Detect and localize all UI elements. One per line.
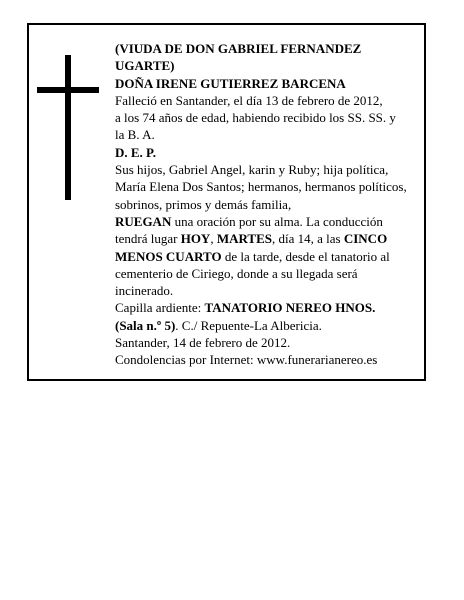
funeral-sep: ,	[210, 231, 217, 247]
funeral-text-a: tendrá lugar	[115, 231, 181, 247]
death-line-1: Falleció en Santander, el día 13 de febrero de 2012,	[115, 92, 383, 108]
chapel-line	[115, 299, 417, 316]
family-line-2: María Elena Dos Santos; hermanos, hermanos políticos,	[115, 179, 407, 195]
chapel-name: TANATORIO NEREO HNOS.	[204, 300, 376, 316]
rip-line: D. E. P.	[115, 144, 157, 160]
funeral-line-4: incinerado.	[115, 283, 174, 299]
funeral-line-3: cementerio de Ciriego, donde a su llegada será	[115, 265, 358, 281]
address-text: . C./ Repuente-La Albericia.	[175, 317, 322, 333]
funeral-line-1	[115, 230, 417, 247]
prayer-line	[115, 213, 417, 230]
chapel-label: Capilla ardiente:	[115, 300, 205, 316]
sala-number: (Sala n.º 5)	[115, 317, 176, 333]
deceased-name: DOÑA IRENE GUTIERREZ BARCENA	[115, 75, 346, 91]
cross-horizontal-bar	[37, 87, 99, 93]
notice-body	[115, 40, 417, 369]
funeral-hoy: HOY	[180, 231, 211, 247]
date-line: Santander, 14 de febrero de 2012.	[115, 335, 291, 351]
funeral-text-c: de la tarde, desde el tanatorio al	[221, 248, 390, 264]
obituary-notice	[27, 23, 426, 381]
death-line-2: a los 74 años de edad, habiendo recibido los SS. SS. y	[115, 110, 396, 126]
funeral-cinco: CINCO	[343, 231, 388, 247]
funeral-line-2	[115, 248, 417, 265]
widow-line-2: UGARTE)	[115, 58, 175, 74]
family-line-1: Sus hijos, Gabriel Angel, karin y Ruby; hija política,	[115, 162, 389, 178]
family-line-3: sobrinos, primos y demás familia,	[115, 196, 292, 212]
funeral-text-b: , día 14, a las	[272, 231, 344, 247]
ruegan-word: RUEGAN	[115, 213, 172, 229]
cross-icon	[37, 55, 99, 200]
widow-line-1: (VIUDA DE DON GABRIEL FERNANDEZ	[115, 41, 362, 56]
address-line	[115, 317, 417, 334]
death-line-3: la B. A.	[115, 127, 155, 143]
condolences-line: Condolencias por Internet: www.funerarianereo.es	[115, 352, 378, 368]
funeral-martes: MARTES	[216, 231, 272, 247]
prayer-text: una oración por su alma. La conducción	[171, 213, 383, 229]
cross-vertical-bar	[65, 55, 71, 200]
funeral-menos-cuarto: MENOS CUARTO	[115, 248, 222, 264]
